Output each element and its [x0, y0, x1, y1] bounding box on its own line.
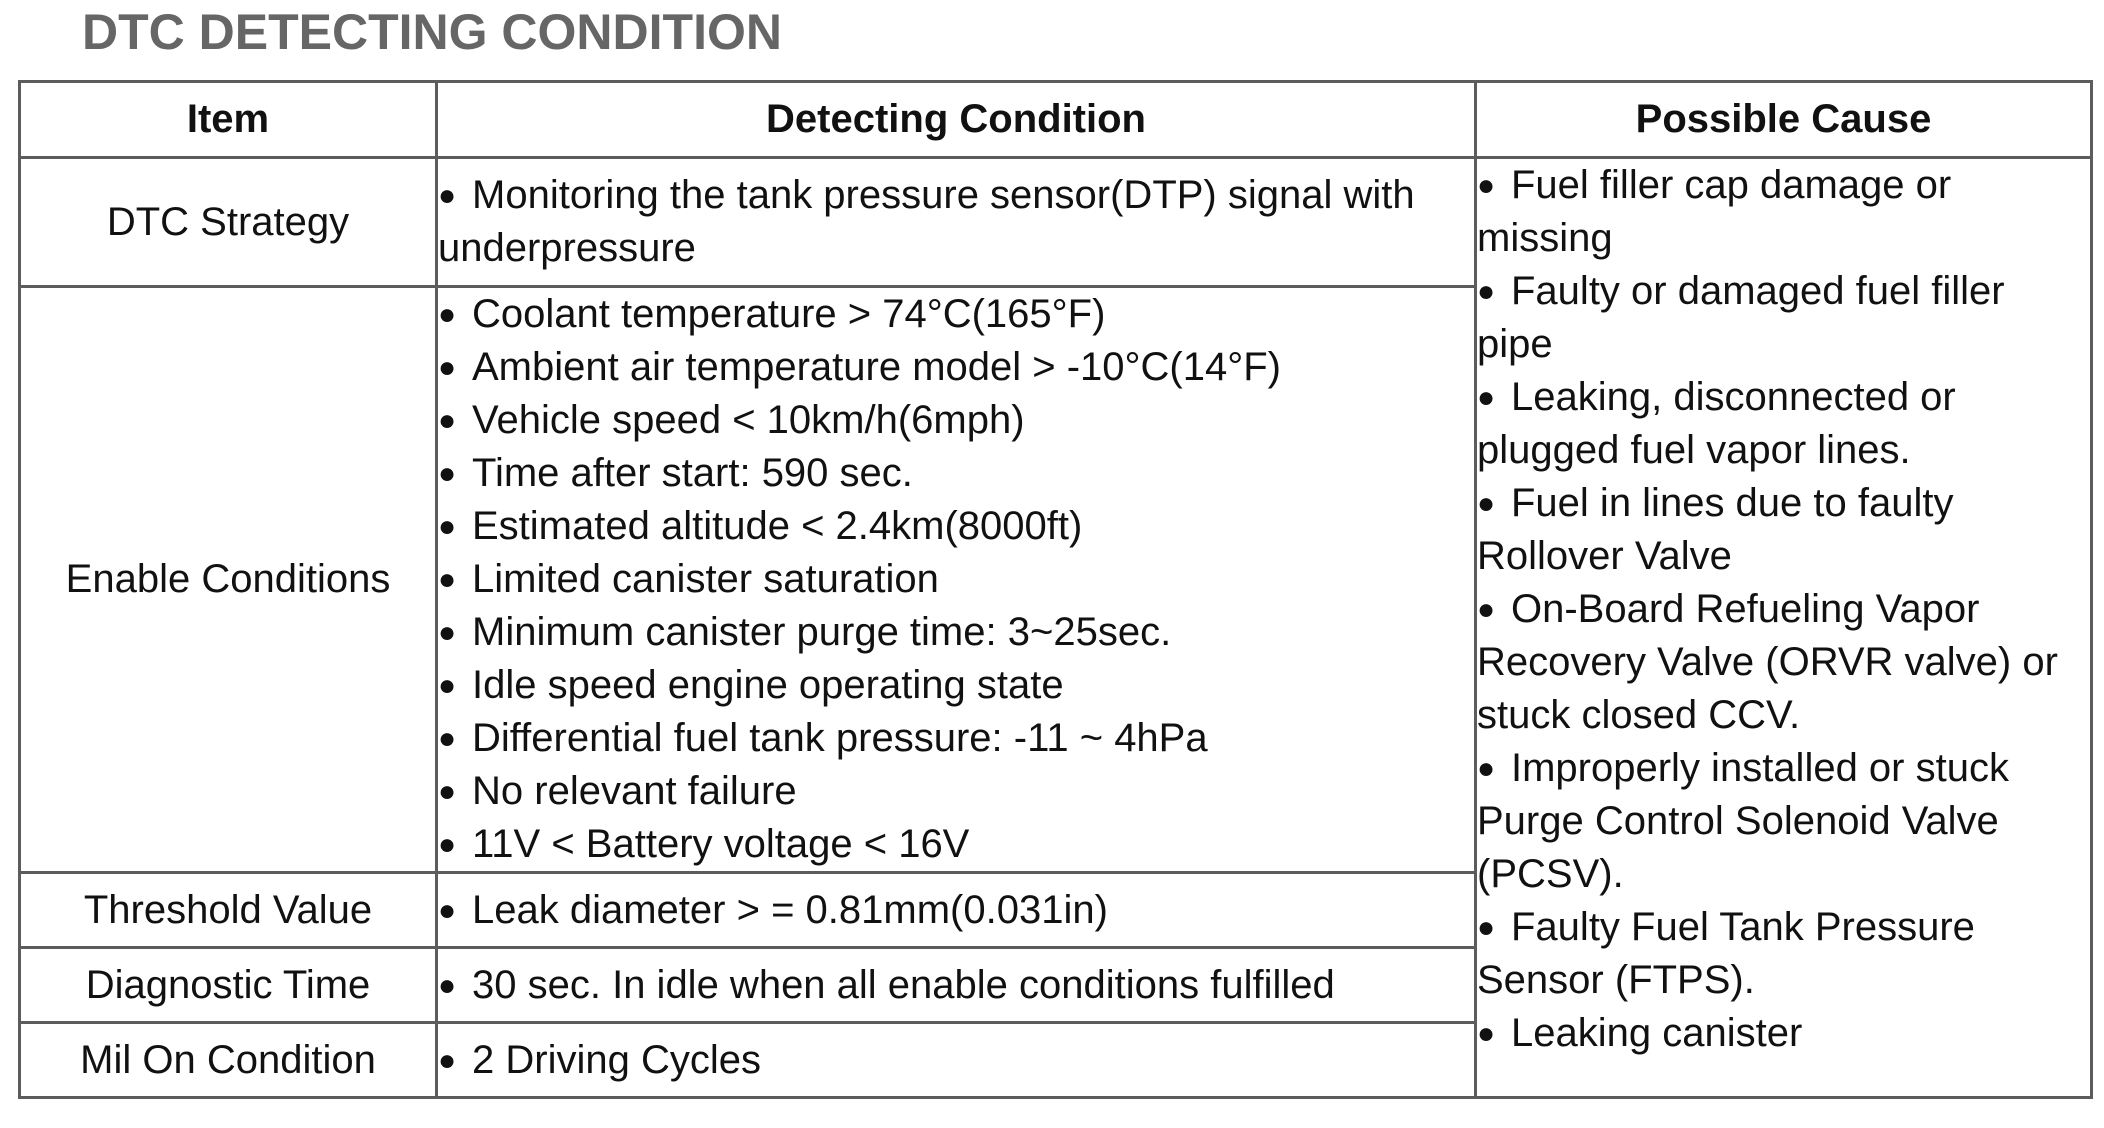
condition-cell — [437, 948, 1476, 1023]
condition-text: Limited canister saturation — [472, 557, 939, 601]
bullet-icon: ● — [438, 1043, 457, 1077]
bullet-icon: ● — [1477, 487, 1496, 520]
table-row-dtc-strategy — [20, 158, 2092, 287]
item-cell: Mil On Condition — [20, 1023, 437, 1098]
cause-text: Fuel in lines due to faulty Rollover Valve — [1477, 481, 1954, 578]
bullet-icon: ● — [438, 775, 457, 808]
cause-item — [1477, 265, 2090, 371]
bullet-icon: ● — [438, 893, 457, 927]
condition-line — [438, 959, 1474, 1012]
bullet-icon: ● — [1477, 911, 1496, 944]
cause-text: Fuel filler cap damage or missing — [1477, 163, 1952, 260]
condition-text: Coolant temperature > 74°C(165°F) — [472, 292, 1106, 336]
table-header-row — [20, 82, 2092, 158]
condition-text: No relevant failure — [472, 769, 797, 813]
cause-text: On-Board Refueling Vapor Recovery Valve (ORVR valve) or stuck closed CCV. — [1477, 587, 2058, 737]
cause-item — [1477, 1007, 2090, 1060]
condition-line — [438, 818, 1474, 871]
bullet-icon: ● — [1477, 169, 1496, 202]
condition-line — [438, 500, 1474, 553]
condition-text: Ambient air temperature model > -10°C(14°F) — [472, 345, 1281, 389]
condition-line — [438, 765, 1474, 818]
cause-text: Leaking canister — [1511, 1011, 1803, 1055]
condition-text: Estimated altitude < 2.4km(8000ft) — [472, 504, 1083, 548]
bullet-icon: ● — [438, 563, 457, 596]
bullet-icon: ● — [1477, 381, 1496, 414]
item-cell: DTC Strategy — [20, 158, 437, 287]
condition-line — [438, 712, 1474, 765]
cause-text: Improperly installed or stuck Purge Control Solenoid Valve (PCSV). — [1477, 746, 2009, 896]
condition-text: Monitoring the tank pressure sensor(DTP) signal with underpressure — [438, 173, 1415, 270]
condition-text: 2 Driving Cycles — [472, 1037, 761, 1082]
bullet-icon: ● — [438, 616, 457, 649]
condition-text: Time after start: 590 sec. — [472, 451, 913, 495]
bullet-icon: ● — [438, 828, 457, 861]
bullet-icon: ● — [438, 669, 457, 702]
cause-item — [1477, 901, 2090, 1007]
cause-text: Leaking, disconnected or plugged fuel vapor lines. — [1477, 375, 1956, 472]
header-item: Item — [20, 82, 437, 158]
condition-line — [438, 553, 1474, 606]
condition-text: 30 sec. In idle when all enable conditions fulfilled — [472, 962, 1335, 1007]
bullet-icon: ● — [438, 404, 457, 437]
item-cell: Enable Conditions — [20, 287, 437, 873]
condition-line — [438, 659, 1474, 712]
bullet-icon: ● — [1477, 752, 1496, 785]
item-cell: Diagnostic Time — [20, 948, 437, 1023]
bullet-icon: ● — [1477, 1017, 1496, 1050]
condition-text: 11V < Battery voltage < 16V — [472, 822, 970, 866]
bullet-icon: ● — [438, 179, 457, 212]
bullet-icon: ● — [438, 722, 457, 755]
condition-line — [438, 606, 1474, 659]
condition-line — [438, 447, 1474, 500]
cause-item — [1477, 371, 2090, 477]
bullet-icon: ● — [1477, 275, 1496, 308]
condition-line — [438, 1034, 1474, 1087]
bullet-icon: ● — [438, 298, 457, 331]
cause-item — [1477, 159, 2090, 265]
condition-text: Vehicle speed < 10km/h(6mph) — [472, 398, 1025, 442]
cause-item — [1477, 742, 2090, 901]
header-detecting-condition: Detecting Condition — [437, 82, 1476, 158]
condition-line — [438, 341, 1474, 394]
condition-line — [438, 884, 1474, 937]
condition-text: Idle speed engine operating state — [472, 663, 1064, 707]
condition-text: Leak diameter > = 0.81mm(0.031in) — [472, 887, 1108, 932]
bullet-icon: ● — [1477, 593, 1496, 626]
bullet-icon: ● — [438, 968, 457, 1002]
possible-cause-cell — [1476, 158, 2092, 1098]
header-possible-cause: Possible Cause — [1476, 82, 2092, 158]
condition-cell — [437, 1023, 1476, 1098]
bullet-icon: ● — [438, 457, 457, 490]
dtc-condition-table — [18, 80, 2093, 1099]
condition-text: Differential fuel tank pressure: -11 ~ 4hPa — [472, 716, 1208, 760]
bullet-icon: ● — [438, 351, 457, 384]
condition-cell — [437, 158, 1476, 287]
condition-cell — [437, 873, 1476, 948]
cause-text: Faulty or damaged fuel filler pipe — [1477, 269, 2005, 366]
page-title: DTC DETECTING CONDITION — [82, 4, 782, 60]
condition-cell — [437, 287, 1476, 873]
condition-line — [438, 394, 1474, 447]
cause-item — [1477, 477, 2090, 583]
condition-line — [438, 169, 1474, 275]
bullet-icon: ● — [438, 510, 457, 543]
cause-text: Faulty Fuel Tank Pressure Sensor (FTPS). — [1477, 905, 1975, 1002]
condition-text: Minimum canister purge time: 3~25sec. — [472, 610, 1172, 654]
condition-line — [438, 288, 1474, 341]
item-cell: Threshold Value — [20, 873, 437, 948]
cause-item — [1477, 583, 2090, 742]
